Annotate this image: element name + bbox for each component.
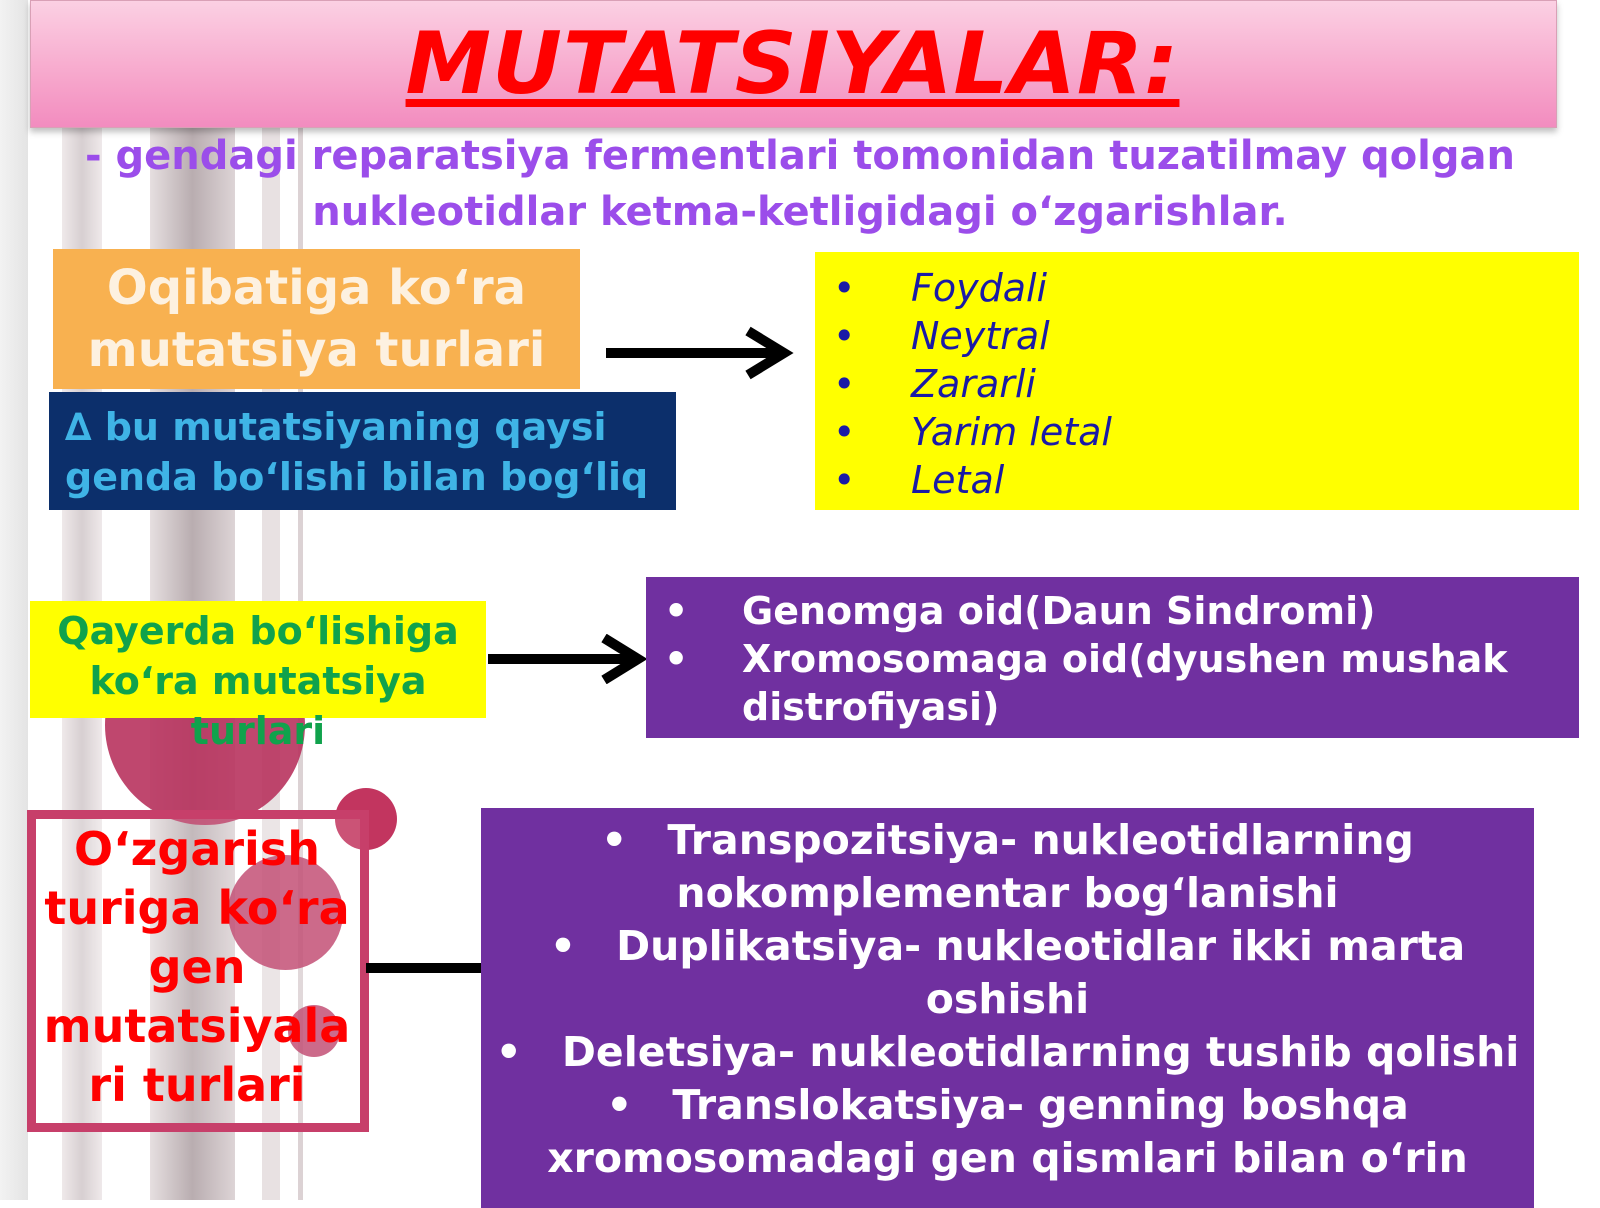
bullet-icon: • [601, 816, 628, 864]
list-item: • Xromosomaga oid(dyushen mushak distrofiyasi) [664, 637, 1508, 729]
bullet-icon: • [495, 1028, 522, 1076]
bullet-icon: • [606, 1081, 633, 1129]
list-item: • Translokatsiya- genning boshqa [606, 1081, 1409, 1129]
bullet-icon: • [833, 410, 856, 454]
list-item-continuation: nokomplementar bog‘lanishi [676, 869, 1339, 917]
location-heading [30, 606, 486, 756]
consequence-note-line-2: genda bo‘lishi bilan bog‘liq [65, 455, 649, 499]
change-heading-line-3: gen [148, 940, 246, 994]
bullet-icon: • [833, 362, 856, 406]
list-item: • Foydali [833, 266, 1048, 310]
location-heading-line-1: Qayerda bo‘lishiga [57, 609, 459, 653]
consequence-types-list [815, 252, 1579, 510]
bullet-icon: • [833, 458, 856, 502]
list-item: • Duplikatsiya- nukleotidlar ikki marta [549, 922, 1466, 970]
list-item: • Letal [833, 458, 1005, 502]
arrow-right-icon [486, 634, 648, 684]
list-item-continuation: oshishi [925, 975, 1090, 1023]
background-stripe-left [0, 0, 28, 1200]
list-item-continuation: xromosomadagi gen qismlari bilan o‘rin [547, 1134, 1468, 1182]
list-item: • Zararli [833, 362, 1036, 406]
list-item: • Deletsiya- nukleotidlarning tushib qolishi [495, 1028, 1520, 1076]
bullet-icon: • [549, 922, 577, 970]
location-heading-line-2: ko‘ra mutatsiya [89, 659, 427, 703]
list-item: • Yarim letal [833, 410, 1112, 454]
bullet-icon: • [833, 314, 856, 358]
definition-text [30, 128, 1570, 240]
change-heading-line-2: turiga ko‘ra [44, 881, 350, 935]
bullet-icon: • [664, 637, 689, 681]
location-heading-line-3: turlari [190, 709, 326, 753]
consequence-heading-box [53, 249, 580, 389]
consequence-heading-line-2: mutatsiya turlari [87, 322, 546, 378]
gene-mutation-types-list [481, 808, 1534, 1208]
change-heading-line-5: ri turlari [88, 1058, 306, 1112]
definition-line-1: - gendagi reparatsiya fermentlari tomonidan tuzatilmay qolgan [85, 133, 1515, 179]
arrow-right-icon [604, 326, 794, 380]
location-types-list [646, 577, 1579, 738]
change-heading [38, 820, 356, 1115]
bullet-icon: • [833, 266, 856, 310]
definition-line-2: nukleotidlar ketma-ketligidagi o‘zgarishlar. [312, 189, 1288, 235]
list-item: • Genomga oid(Daun Sindromi) [664, 589, 1376, 633]
change-heading-line-1: O‘zgarish [74, 822, 320, 876]
consequence-note-box [49, 392, 676, 510]
list-item: • Neytral [833, 314, 1050, 358]
bullet-icon: • [664, 589, 689, 633]
page-title: MUTATSIYALAR: [405, 14, 1180, 114]
change-heading-line-4: mutatsiyala [43, 999, 351, 1053]
consequence-heading-line-1: Oqibatiga ko‘ra [106, 260, 527, 316]
consequence-note-line-1: ∆ bu mutatsiyaning qaysi [65, 405, 607, 449]
list-item: • Transpozitsiya- nukleotidlarning [601, 816, 1414, 864]
